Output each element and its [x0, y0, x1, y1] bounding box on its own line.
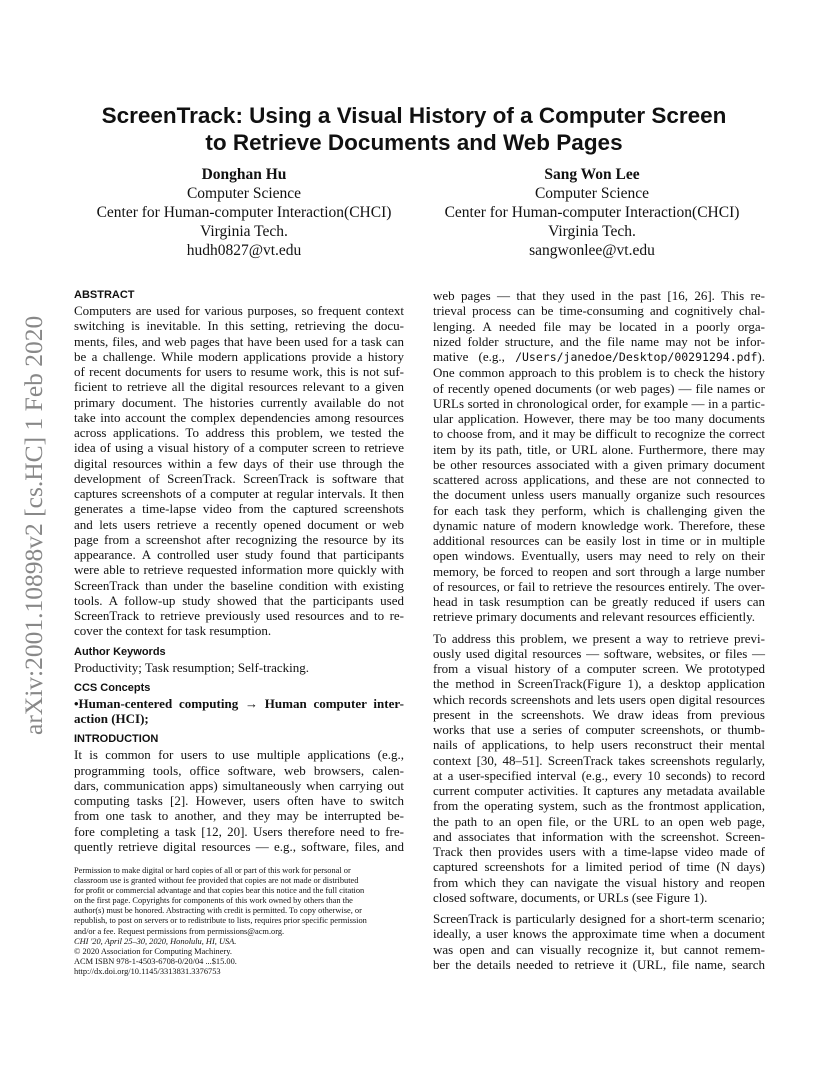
author-block: [84, 165, 404, 260]
text-line: computing tasks [2]. However, users often have to switch: [74, 793, 404, 808]
text-line: context [30, 48–51]. ScreenTrack takes screenshots regularly,: [433, 752, 765, 768]
text-line: the document unless users manually organize such resources: [433, 487, 765, 503]
author-name: Donghan Hu: [201, 166, 287, 183]
author-dept: Computer Science: [534, 185, 650, 202]
text-line: primary document. The histories currently available do not: [74, 394, 404, 410]
text-line: nails of applications, to help users reconstruct their mental: [433, 737, 765, 753]
text-line: tools. A follow-up study showed that the participants used: [74, 592, 404, 608]
text-line: scattered across applications, and these are not connected to: [433, 472, 765, 487]
text-line: retrieve primary documents and relevant resources efficiently.: [433, 609, 755, 625]
right-column: [433, 288, 765, 972]
text-line: author(s) must be honored. Abstracting with credit is permitted. To copy otherwise, or: [74, 906, 362, 916]
text-line: dynamic nature of modern knowledge work. Therefore, these: [433, 517, 765, 533]
text-line: were able to retrieve requested information more quickly with: [74, 562, 404, 578]
text-line: be a challenge. While modern applications provide a history: [74, 348, 404, 364]
text-line: memory, be forced to reopen and sort through a large number: [433, 563, 765, 579]
author-block: [432, 165, 752, 260]
text-line: from one task to another, and they may be interrupted be-: [74, 808, 404, 824]
text-line: ficient to retrieve all the digital resources relevant to a given: [74, 379, 404, 395]
text-line: from which they can navigate the visual history and reopen: [433, 874, 765, 890]
text-line: and associates that information with the screenshot. Screen-: [433, 828, 765, 844]
left-column: [74, 288, 404, 854]
text-line: to choose from, and it may be difficult to recognize the correct: [433, 426, 765, 442]
text-line: lenging. A needed file may be located in a poorly orga-: [433, 318, 765, 334]
author-center: Center for Human-computer Interaction(CHCI): [444, 204, 740, 221]
ccs-line: •Human-centered computing → Human computer inter-: [74, 695, 404, 711]
text-line: digital resources within a few days of their use through the: [74, 455, 404, 471]
paragraph-line: [433, 349, 765, 365]
text-line: One common approach to this problem is to check the history: [433, 365, 765, 381]
text-line: present in the screenshots. We draw ideas from previous: [433, 706, 765, 722]
text-line: for profit or commercial advantage and that copies bear this notice and the full citation: [74, 886, 365, 896]
abstract-heading: ABSTRACT: [74, 289, 135, 301]
text-line: of recent documents for users to resume work, this is not suf-: [74, 364, 404, 379]
title-line: to Retrieve Documents and Web Pages: [205, 130, 623, 155]
text-line: for each task they perform, which is challenging given the: [433, 502, 765, 518]
text-line: quently retrieve digital resources — e.g., software, files, and: [74, 838, 404, 854]
text-line: which records screenshots and lets users open digital resources: [433, 691, 765, 707]
introduction-body: [74, 747, 404, 854]
title-line: ScreenTrack: Using a Visual History of a Computer Screen: [101, 103, 727, 128]
example-path: /Users/janedoe/Desktop/00291294.pdf: [515, 350, 758, 364]
text-line: Computers are used for various purposes, so frequent context: [74, 303, 404, 318]
venue-line: CHI '20, April 25–30, 2020, Honolulu, HI, USA.: [74, 936, 237, 946]
paragraph: [433, 288, 765, 349]
text-line: head in task resumption can be greatly reduced if users can: [433, 594, 765, 609]
text-line: ments, files, and web pages that have been used for a task can: [74, 333, 404, 349]
text-line: generates a time-lapse video from the captured screenshots: [74, 501, 404, 517]
keywords-text: Productivity; Task resumption; Self-tracking.: [74, 659, 309, 675]
paragraph: [433, 365, 765, 624]
text-line: ScreenTrack to retrieve previously used resources and to re-: [74, 608, 404, 623]
text-line: of resources, or fail to retrieve the resources entirely. The over-: [433, 578, 765, 594]
author-univ: Virginia Tech.: [200, 223, 288, 240]
text-line: Permission to make digital or hard copies of all or part of this work for personal or: [74, 866, 351, 875]
text-line: on the first page. Copyrights for components of this work owned by others than the: [74, 896, 353, 906]
text-line: To address this problem, we present a way to retrieve previ-: [433, 630, 765, 646]
text-line: ously used digital resources — software, websites, or files —: [433, 645, 765, 661]
text-line: It is common for users to use multiple applications (e.g.,: [74, 747, 404, 763]
text-line: closed software, documents, or URLs (see Figure 1).: [433, 889, 708, 905]
text-line: ular application. However, there may be too many documents: [433, 411, 765, 426]
text-line: ScreenTrack than under the baseline condition with existing: [74, 577, 404, 593]
introduction-heading: INTRODUCTION: [74, 733, 159, 746]
author-email: sangwonlee@vt.edu: [529, 242, 655, 259]
author-univ: Virginia Tech.: [548, 223, 636, 240]
text-line: additional resources can be easily lost in time or in multiple: [433, 533, 765, 548]
text-line: appearance. A controlled user study found that participants: [74, 547, 404, 562]
text-line: ber the details needed to retrieve it (URL, file name, search: [433, 956, 765, 972]
text-line: trieval process can be time-consuming and cognitively chal-: [433, 303, 765, 319]
keywords-heading: Author Keywords: [74, 645, 166, 658]
copyright-line: © 2020 Association for Computing Machinery.: [74, 946, 232, 956]
text-line: the path to an open file, or the URL to an open web page,: [433, 813, 765, 829]
permission-block: [74, 866, 404, 977]
text-line: from the operating system, such as the frontmost application,: [433, 798, 765, 814]
author-center: Center for Human-computer Interaction(CHCI): [96, 204, 392, 221]
text-line: captured screenshots for a limited period of time (N days): [433, 859, 765, 875]
text-line: web pages — that they used in the past [16, 26]. This re-: [433, 288, 765, 303]
text-line: and lets users retrieve a recently opened document or web: [74, 516, 404, 532]
text-line: nized folder structure, and the file name may not be infor-: [433, 333, 765, 349]
text-line: at a user-specified interval (e.g., every 10 seconds) to record: [433, 767, 765, 783]
text-line: republish, to post on servers or to redistribute to lists, requires prior specific permission: [74, 916, 367, 926]
text-line: captures screenshots of a computer at regular intervals. It then: [74, 486, 404, 501]
paragraph: [433, 911, 765, 972]
text-line: switching is inevitable. In this setting, retrieving the docu-: [74, 318, 404, 334]
text-line: current computer activities. It captures any metadata available: [433, 783, 765, 798]
abstract-body: [74, 303, 404, 639]
text-line: URLs sorted in chronological order, for example — in a partic-: [433, 395, 765, 411]
text-line: from a visual history of a computer screen. We prototyped: [433, 661, 765, 676]
arxiv-stamp: arXiv:2001.10898v2 [cs.HC] 1 Feb 2020: [19, 315, 48, 735]
text-line: the method in ScreenTrack(Figure 1), a desktop application: [433, 676, 765, 692]
text-line: cover the context for task resumption.: [74, 623, 272, 639]
text-line: ScreenTrack is particularly designed for a short-term scenario;: [433, 911, 765, 926]
author-email: hudh0827@vt.edu: [186, 242, 302, 259]
isbn-line: ACM ISBN 978-1-4503-6708-0/20/04 ...$15.00.: [74, 956, 237, 966]
text-line: development of ScreenTrack. ScreenTrack is software that: [74, 470, 404, 486]
path-suffix: ).: [757, 349, 765, 364]
text-line: ideally, a user knows the approximate time when a document: [433, 926, 765, 942]
text-line: fore completing a task [12, 20]. Users therefore need to fre-: [74, 823, 404, 839]
paragraph: [433, 631, 765, 906]
text-line: Track then provides users with a time-lapse video made of: [433, 844, 765, 859]
text-line: programming tools, office software, web browsers, calen-: [74, 762, 404, 778]
ccs-line: action (HCI);: [74, 711, 149, 726]
author-name: Sang Won Lee: [544, 166, 640, 183]
text-line: open windows. Eventually, users may need to rely on their: [433, 548, 765, 564]
text-line: works that use a series of computer screenshots, or thumb-: [433, 722, 765, 737]
text-line: and/or a fee. Request permissions from permissions@acm.org.: [74, 926, 285, 936]
doi-link[interactable]: http://dx.doi.org/10.1145/3313831.3376753: [74, 966, 221, 976]
text-line: idea of using a visual history of a computer screen to retrieve: [74, 440, 404, 456]
text-line: across applications. To address this problem, we tested the: [74, 425, 404, 440]
text-line: take into account the complex dependencies among resources: [74, 409, 404, 425]
text-line: be other resources associated with a given primary document: [433, 456, 765, 472]
text-line: page from a screenshot after recognizing the resource by its: [74, 531, 404, 547]
text-line: was open and can visually recognize it, but cannot remem-: [433, 941, 765, 957]
text-line: classroom use is granted without fee provided that copies are not made or distributed: [74, 876, 359, 886]
path-prefix: mative (e.g.,: [433, 349, 516, 364]
paper-title: [60, 102, 768, 156]
text-line: item by its path, title, or URL alone. Furthermore, there may: [433, 441, 765, 457]
text-line: of recently opened documents (or web pages) — file names or: [433, 380, 765, 396]
ccs-heading: CCS Concepts: [74, 681, 151, 694]
permission-text: [74, 866, 404, 937]
author-dept: Computer Science: [186, 185, 302, 202]
text-line: dars, communication apps) simultaneously when carrying out: [74, 777, 404, 793]
